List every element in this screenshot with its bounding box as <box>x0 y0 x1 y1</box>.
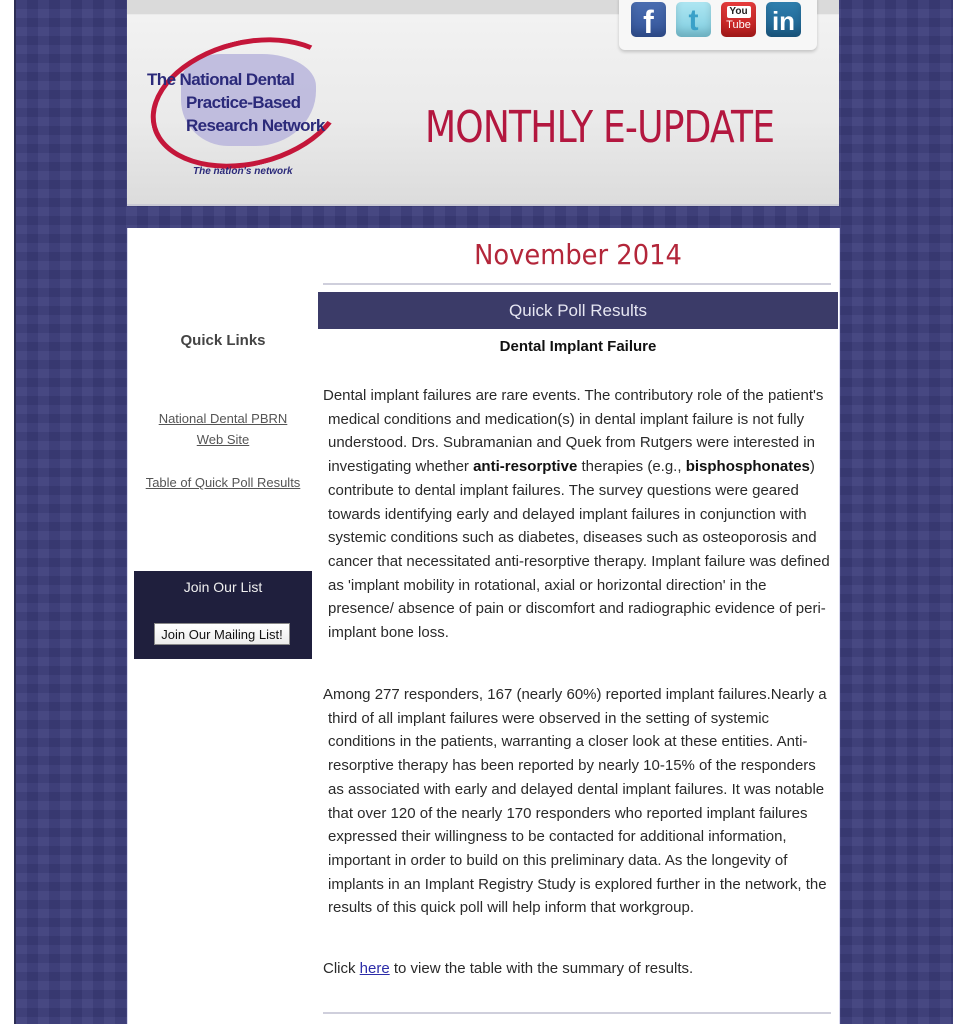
youtube-glyph-top: You <box>727 6 751 18</box>
click-suffix: to view the table with the summary of results. <box>389 960 694 977</box>
divider <box>323 1012 831 1014</box>
click-prefix: Click <box>323 960 360 977</box>
paragraph-text: therapies (e.g., <box>577 458 686 476</box>
youtube-icon[interactable] <box>721 2 756 37</box>
join-list-box <box>134 571 312 659</box>
logo-line-3: Research Network <box>186 116 325 135</box>
paragraph-text: Among 277 responders, 167 (nearly 60%) reported implant failures.Nearly a third of all implant failures were observed in the setting of systemic conditions in the patients, warranting a closer look at these entities. Anti-resorptive therapy has been reported by nearly 10-15% of the responders as associated with early and delayed dental implant failures. It was notable that over 120 of the nearly 170 responders who reported implant failures expressed their willingness to be contacted for additional information, important in order to build on this preliminary data. As the longevity of implants in an Implant Registry Study is explored further in the network, the results of this quick poll will help inform that workgroup. <box>323 686 827 917</box>
bold-term: bisphosphonates <box>685 458 810 476</box>
facebook-icon[interactable] <box>631 2 666 40</box>
article-paragraph-2 <box>323 683 833 920</box>
paragraph-text: ) contribute to dental implant failures. The survey questions were geared towards identifying early and delayed implant failures in conjunction with systemic conditions such as diabetes, diseases such as osteoporosis and cancer that necessitated anti-resorptive therapy. Implant failure was defined as 'implant mobility in rotational, axial or horizontal direction' in the presence/ absence of pain or discomfort and radiographic evidence of peri-implant bone loss. <box>328 458 830 642</box>
twitter-glyph: t <box>688 4 699 37</box>
paragraph-text: Dental implant failures are rare events. The contributory role of the patient's medical conditions and medication(s) in dental implant failure is not fully understood. Drs. Subramanian and Quek from Rutgers were interested in investigating whether <box>323 387 824 476</box>
network-logo[interactable] <box>143 36 343 186</box>
join-mailing-list-button[interactable]: Join Our Mailing List! <box>154 623 290 645</box>
newsletter-header <box>127 0 839 206</box>
issue-date: November 2014 <box>474 238 682 271</box>
masthead-title: MONTHLY E-UPDATE <box>425 102 775 153</box>
bold-term: anti-resorptive <box>473 458 578 476</box>
logo-text <box>147 68 347 137</box>
link-label: Table of Quick Poll Results <box>145 475 301 490</box>
logo-line-1: The National Dental <box>147 70 295 89</box>
sidebar <box>128 228 318 1024</box>
youtube-glyph-bottom: Tube <box>726 19 751 31</box>
logo-line-2: Practice-Based <box>186 93 301 112</box>
link-label-line-2: Web Site <box>196 432 250 447</box>
facebook-glyph: f <box>643 4 654 40</box>
linkedin-glyph: in <box>771 6 796 36</box>
twitter-icon[interactable] <box>676 2 711 37</box>
article-title: Dental Implant Failure <box>499 338 657 355</box>
linkedin-icon[interactable] <box>766 2 801 37</box>
article-paragraph-1 <box>323 384 833 645</box>
logo-tagline: The nation's network <box>193 166 293 177</box>
main-content <box>318 228 838 1024</box>
divider <box>323 283 831 285</box>
newsletter-body <box>127 228 840 1024</box>
join-list-title: Join Our List <box>183 579 263 595</box>
section-header: Quick Poll Results <box>318 292 838 329</box>
sidebar-link-quick-poll-table[interactable] <box>128 472 318 493</box>
link-label-line-1: National Dental PBRN <box>158 411 288 426</box>
sidebar-link-pbrn-website[interactable] <box>128 408 318 450</box>
results-link-line <box>323 960 693 977</box>
quick-links-title: Quick Links <box>180 332 266 349</box>
social-links <box>619 0 817 50</box>
here-link[interactable]: here <box>359 960 390 977</box>
